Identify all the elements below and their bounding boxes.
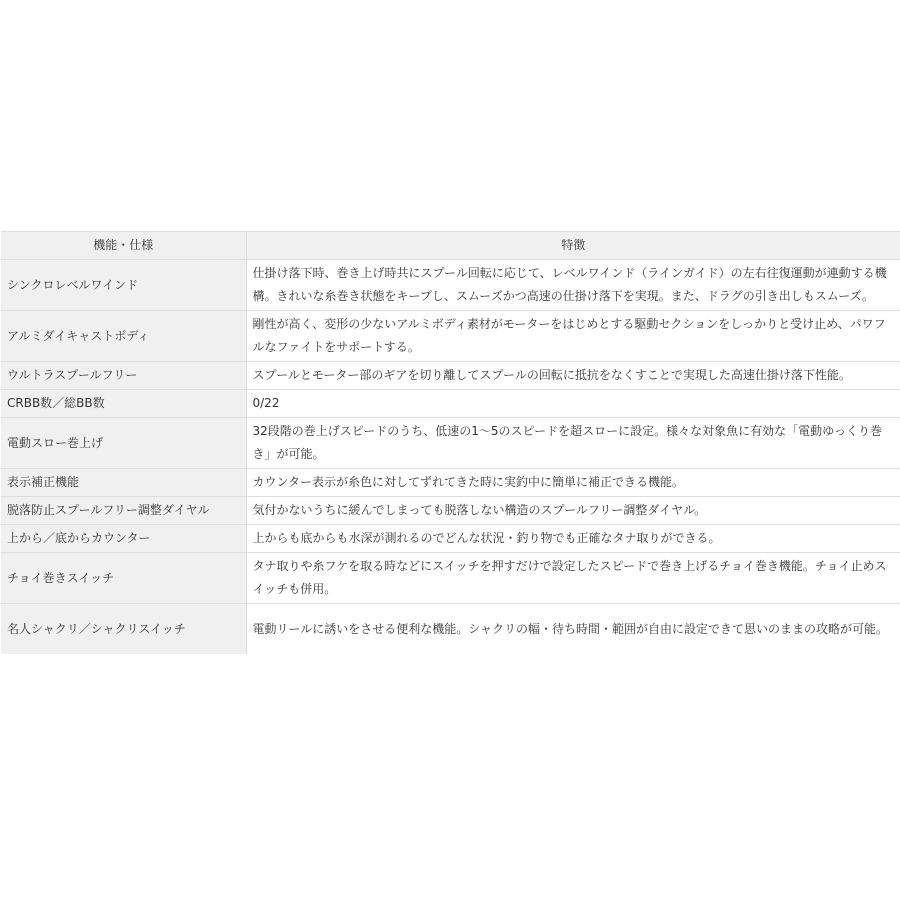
spec-table-body: [1, 260, 900, 655]
feature-name: 脱落防止スプールフリー調整ダイヤル: [1, 497, 246, 525]
feature-name: 名人シャクリ／シャクリスイッチ: [1, 604, 246, 655]
header-row: [1, 232, 900, 260]
feature-name: アルミダイキャストボディ: [1, 311, 246, 362]
feature-description: 電動リールに誘いをさせる便利な機能。シャクリの幅・待ち時間・範囲が自由に設定できて思いのままの攻略が可能。: [246, 604, 900, 655]
feature-description: タナ取りや糸フケを取る時などにスイッチを押すだけで設定したスピードで巻き上げるチョイ巻き機能。チョイ止めスイッチも併用。: [246, 553, 900, 604]
feature-name: ウルトラスプールフリー: [1, 362, 246, 390]
feature-description: 32段階の巻上げスピードのうち、低速の1～5のスピードを超スローに設定。様々な対象魚に有効な「電動ゆっくり巻き」が可能。: [246, 418, 900, 469]
feature-name: 表示補正機能: [1, 469, 246, 497]
feature-description: スプールとモーター部のギアを切り離してスプールの回転に抵抗をなくすことで実現した高速仕掛け落下性能。: [246, 362, 900, 390]
table-row: [1, 525, 900, 553]
feature-description: 気付かないうちに緩んでしまっても脱落しない構造のスプールフリー調整ダイヤル。: [246, 497, 900, 525]
feature-name: 上から／底からカウンター: [1, 525, 246, 553]
spec-table-header: [1, 232, 900, 260]
feature-name: チョイ巻きスイッチ: [1, 553, 246, 604]
feature-name: CRBB数／総BB数: [1, 390, 246, 418]
header-characteristic: 特徴: [246, 232, 900, 260]
table-row: [1, 469, 900, 497]
feature-description: 仕掛け落下時、巻き上げ時共にスプール回転に応じて、レベルワインド（ラインガイド）の左右往復運動が連動する機構。きれいな糸巻き状態をキープし、スムーズかつ高速の仕掛け落下を実現。また、ドラグの引き出しもスムーズ。: [246, 260, 900, 311]
table-row: [1, 260, 900, 311]
table-row: [1, 418, 900, 469]
feature-description: 上からも底からも水深が測れるのでどんな状況・釣り物でも正確なタナ取りができる。: [246, 525, 900, 553]
table-row: [1, 390, 900, 418]
table-row: [1, 497, 900, 525]
feature-description: 剛性が高く、変形の少ないアルミボディ素材がモーターをはじめとする駆動セクションをしっかりと受け止め、パワフルなファイトをサポートする。: [246, 311, 900, 362]
feature-description: カウンター表示が糸色に対してずれてきた時に実釣中に簡単に補正できる機能。: [246, 469, 900, 497]
table-row: [1, 604, 900, 655]
feature-name: 電動スロー巻上げ: [1, 418, 246, 469]
spec-table: [1, 231, 900, 654]
table-row: [1, 553, 900, 604]
table-row: [1, 362, 900, 390]
feature-description: 0/22: [246, 390, 900, 418]
header-feature: 機能・仕様: [1, 232, 246, 260]
feature-name: シンクロレベルワインド: [1, 260, 246, 311]
table-row: [1, 311, 900, 362]
